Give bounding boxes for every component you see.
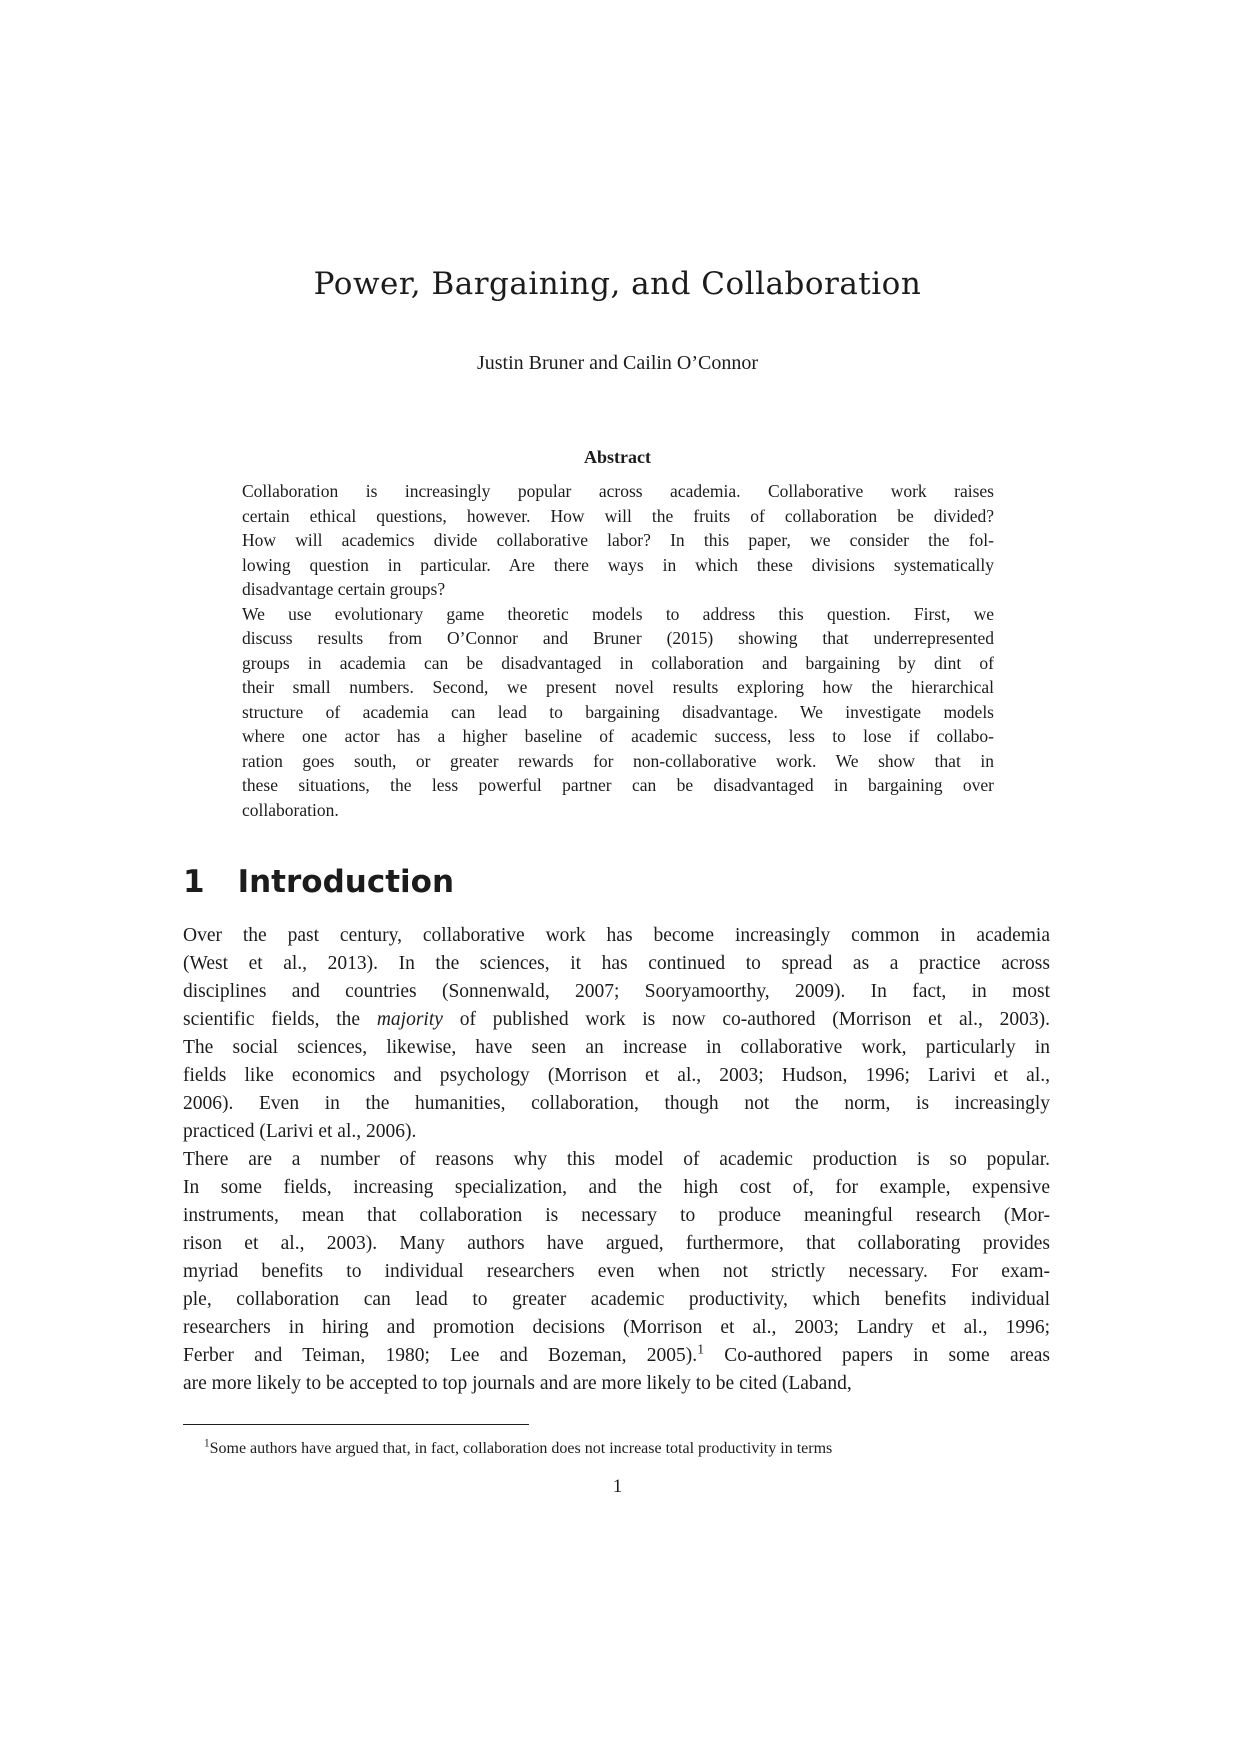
text-line: lowing question in particular. Are there ways in which these divisions systematically xyxy=(242,554,994,575)
footnote xyxy=(183,1438,1050,1460)
text-line: structure of academia can lead to bargaining disadvantage. We investigate models xyxy=(242,701,994,722)
text-line: practiced (Larivi et al., 2006). xyxy=(183,1121,417,1142)
text-line: scientific fields, the majority of published work is now co-authored (Morrison et al., 2003). xyxy=(183,1009,1050,1030)
text-line: where one actor has a higher baseline of academic success, less to lose if collabo- xyxy=(242,726,994,746)
footnote-text: Some authors have argued that, in fact, collaboration does not increase total productivity in terms xyxy=(209,1440,833,1457)
text-line: researchers in hiring and promotion decisions (Morrison et al., 2003; Landry et al., 1996; xyxy=(183,1317,1050,1338)
paragraph xyxy=(183,1146,1050,1398)
text-line: these situations, the less powerful partner can be disadvantaged in bargaining over xyxy=(242,775,994,795)
paper-title: Power, Bargaining, and Collaboration xyxy=(313,266,922,302)
introduction-text xyxy=(183,922,1050,1398)
section-title: Introduction xyxy=(237,864,455,900)
footnote-marker: 1 xyxy=(204,1437,210,1450)
text-line: rison et al., 2003). Many authors have argued, furthermore, that collaborating provides xyxy=(183,1233,1050,1254)
text-line: fields like economics and psychology (Morrison et al., 2003; Hudson, 1996; Larivi et al., xyxy=(183,1065,1050,1086)
text-line: We use evolutionary game theoretic models to address this question. First, we xyxy=(242,603,994,624)
text-line: certain ethical questions, however. How will the fruits of collaboration be divided? xyxy=(242,505,994,526)
text-line: disciplines and countries (Sonnenwald, 2007; Sooryamoorthy, 2009). In fact, in most xyxy=(183,981,1050,1002)
text-line: The social sciences, likewise, have seen an increase in collaborative work, particularly in xyxy=(183,1037,1050,1058)
abstract-text xyxy=(242,479,994,822)
text-line: discuss results from O’Connor and Bruner (2015) showing that underrepresented xyxy=(242,628,994,648)
text-line: collaboration. xyxy=(242,799,339,820)
text-line: 2006). Even in the humanities, collaboration, though not the norm, is increasingly xyxy=(183,1093,1050,1114)
paragraph xyxy=(183,922,1050,1146)
text-line: groups in academia can be disadvantaged in collaboration and bargaining by dint of xyxy=(242,652,994,673)
text-line: In some fields, increasing specialization, and the high cost of, for example, expensive xyxy=(183,1177,1050,1198)
text-line: (West et al., 2013). In the sciences, it has continued to spread as a practice across xyxy=(183,953,1050,974)
text-line: myriad benefits to individual researchers even when not strictly necessary. For exam- xyxy=(183,1261,1050,1282)
footnote-rule xyxy=(183,1424,529,1425)
abstract-heading: Abstract xyxy=(584,447,651,467)
paragraph xyxy=(242,479,994,602)
paragraph xyxy=(242,602,994,823)
text-line: There are a number of reasons why this model of academic production is so popular. xyxy=(183,1149,1050,1170)
text-line: Over the past century, collaborative work has become increasingly common in academia xyxy=(183,925,1050,946)
section-number: 1 xyxy=(183,864,205,900)
text-line: ple, collaboration can lead to greater academic productivity, which benefits individual xyxy=(183,1289,1050,1310)
text-line: How will academics divide collaborative labor? In this paper, we consider the fol- xyxy=(242,530,994,550)
text-line: their small numbers. Second, we present novel results exploring how the hierarchical xyxy=(242,677,994,697)
section-heading xyxy=(183,864,1048,900)
text-line: ration goes south, or greater rewards for non-collaborative work. We show that in xyxy=(242,750,994,771)
paper-authors: Justin Bruner and Cailin O’Connor xyxy=(476,352,759,374)
text-line: Collaboration is increasingly popular across academia. Collaborative work raises xyxy=(242,481,994,501)
page-number: 1 xyxy=(612,1476,623,1497)
text-line: Ferber and Teiman, 1980; Lee and Bozeman, 2005).$^1$ Co-authored papers in some areas xyxy=(183,1342,1050,1366)
text-line: disadvantage certain groups? xyxy=(242,579,446,599)
text-line: are more likely to be accepted to top journals and are more likely to be cited (Laband, xyxy=(183,1373,852,1394)
text-line: instruments, mean that collaboration is necessary to produce meaningful research (Mor- xyxy=(183,1205,1050,1226)
